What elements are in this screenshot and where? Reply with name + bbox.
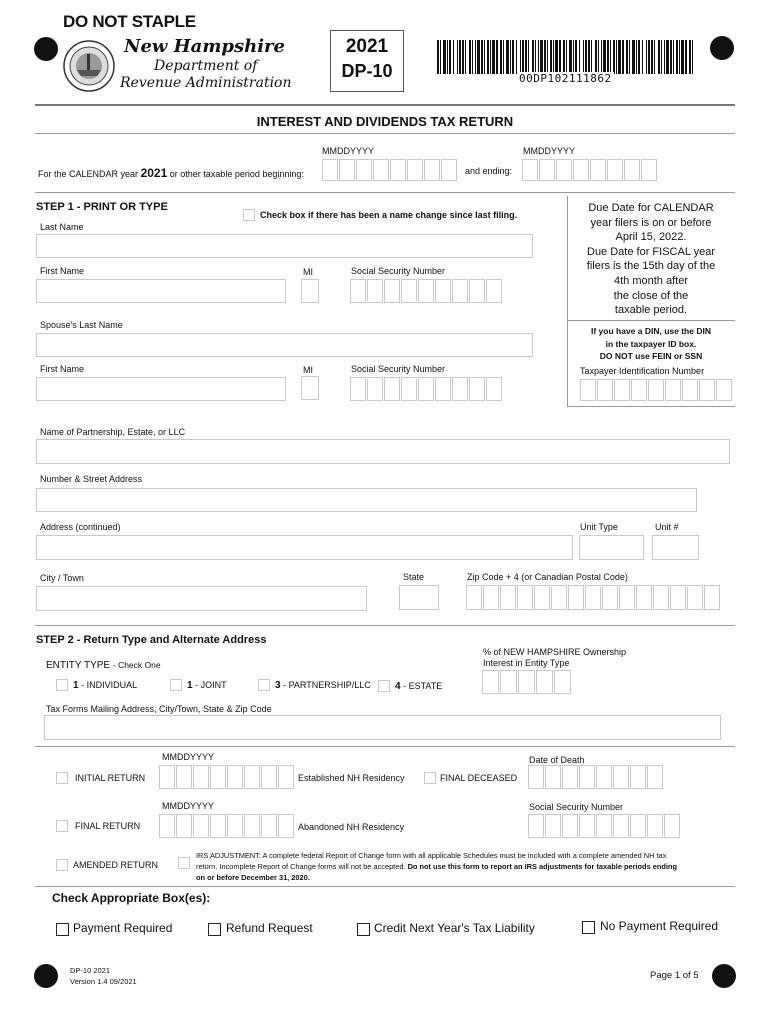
character-box[interactable] <box>339 159 355 181</box>
entity-joint-checkbox[interactable] <box>170 679 182 691</box>
character-box[interactable] <box>500 585 516 610</box>
spouse-mi-label: MI <box>303 365 313 375</box>
spouse-mi-field[interactable] <box>301 376 319 400</box>
character-box[interactable] <box>630 765 646 789</box>
abandoned-residency-label: Abandoned NH Residency <box>298 822 405 832</box>
character-box[interactable] <box>562 814 578 838</box>
character-box[interactable] <box>244 814 260 838</box>
din-info <box>572 325 730 363</box>
taxpayer-id-field[interactable] <box>580 379 733 401</box>
amended-return-label: AMENDED RETURN <box>73 860 159 870</box>
character-box[interactable] <box>687 585 703 610</box>
character-box[interactable] <box>390 159 406 181</box>
character-box[interactable] <box>670 585 686 610</box>
character-box[interactable] <box>159 765 175 789</box>
character-box[interactable] <box>193 765 209 789</box>
entity-estate-checkbox[interactable] <box>378 680 390 692</box>
character-box[interactable] <box>648 379 664 401</box>
established-date-format: MMDDYYYY <box>162 752 215 762</box>
street-label: Number & Street Address <box>40 474 143 484</box>
period-begin-pre: For the CALENDAR year <box>38 169 139 179</box>
character-box[interactable] <box>665 379 681 401</box>
character-box[interactable] <box>452 279 468 303</box>
character-box[interactable] <box>579 765 595 789</box>
spouse-ssn-field[interactable] <box>350 377 503 401</box>
due-line-5: filers is the 15th day of the <box>586 260 716 273</box>
registration-mark-top-left <box>34 37 58 61</box>
end-date-format: MMDDYYYY <box>523 146 576 156</box>
state-label: State <box>403 572 425 582</box>
character-box[interactable] <box>401 279 417 303</box>
character-box[interactable] <box>469 377 485 401</box>
character-box[interactable] <box>682 379 698 401</box>
deceased-ssn-label: Social Security Number <box>529 802 624 812</box>
character-box[interactable] <box>631 379 647 401</box>
page-number: Page 1 of 5 <box>650 970 699 981</box>
character-box[interactable] <box>562 765 578 789</box>
irs-line-1: IRS ADJUSTMENT: A complete federal Report of Change form with all applicable Schedules must be included with a complete amended NH tax <box>196 851 667 860</box>
character-box[interactable] <box>159 814 175 838</box>
entity-estate-num: 4 <box>395 681 401 692</box>
refund-request-label: Refund Request <box>226 921 313 935</box>
period-begin-post: or other taxable period beginning: <box>169 169 304 179</box>
character-box[interactable] <box>573 159 589 181</box>
step2-rule <box>35 746 735 747</box>
irs-adjustment-checkbox[interactable] <box>178 857 190 869</box>
refund-request-checkbox[interactable] <box>208 923 221 936</box>
entity-partnership-num: 3 <box>275 680 281 691</box>
character-box[interactable] <box>522 159 538 181</box>
character-box[interactable] <box>607 159 623 181</box>
partnership-label: Name of Partnership, Estate, or LLC <box>40 427 186 437</box>
character-box[interactable] <box>641 159 657 181</box>
character-box[interactable] <box>624 159 640 181</box>
character-box[interactable] <box>545 765 561 789</box>
ssn-label: Social Security Number <box>351 266 446 276</box>
period-end-input[interactable] <box>522 159 658 181</box>
zip-label: Zip Code + 4 (or Canadian Postal Code) <box>467 572 628 582</box>
entity-type-text: ENTITY TYPE <box>46 660 111 671</box>
character-box[interactable] <box>469 279 485 303</box>
do-not-staple: DO NOT STAPLE <box>63 12 196 31</box>
mailing-address-field[interactable] <box>44 715 721 740</box>
due-line-1: Due Date for CALENDAR <box>588 202 714 214</box>
character-box[interactable] <box>435 279 451 303</box>
character-box[interactable] <box>602 585 618 610</box>
name-change-label: Check box if there has been a name change since last filing. <box>260 210 518 220</box>
credit-next-year-checkbox[interactable] <box>357 923 370 936</box>
entity-check-one: - Check One <box>112 660 161 670</box>
deceased-ssn-field[interactable] <box>528 814 681 838</box>
mi-field[interactable] <box>301 279 319 303</box>
character-box[interactable] <box>401 377 417 401</box>
no-payment-required-checkbox[interactable] <box>582 921 595 934</box>
period-begin-label <box>38 166 304 180</box>
entity-type-label <box>46 660 161 671</box>
character-box[interactable] <box>384 279 400 303</box>
due-line-7: the close of the <box>613 289 689 302</box>
street-field[interactable] <box>36 488 697 512</box>
character-box[interactable] <box>227 814 243 838</box>
character-box[interactable] <box>551 585 567 610</box>
initial-return-label: INITIAL RETURN <box>75 773 146 783</box>
check-boxes-heading: Check Appropriate Box(es): <box>52 891 211 905</box>
established-residency-date[interactable] <box>159 765 295 789</box>
registration-mark-bottom-left <box>34 964 58 988</box>
character-box[interactable] <box>441 159 457 181</box>
no-payment-required-label: No Payment Required <box>600 919 719 933</box>
character-box[interactable] <box>554 670 571 694</box>
character-box[interactable] <box>500 670 517 694</box>
character-box[interactable] <box>699 379 715 401</box>
due-line-8: taxable period. <box>614 304 688 317</box>
mi-label: MI <box>303 267 313 277</box>
state-seal-icon <box>63 40 115 92</box>
entity-estate-label <box>395 681 442 692</box>
character-box[interactable] <box>590 159 606 181</box>
unit-type-label: Unit Type <box>580 522 618 532</box>
mailing-address-label: Tax Forms Mailing Address, City/Town, State & Zip Code <box>46 704 272 714</box>
final-return-label: FINAL RETURN <box>75 821 141 831</box>
character-box[interactable] <box>614 379 630 401</box>
form-code: DP-10 <box>341 61 393 81</box>
state-field[interactable] <box>399 585 439 610</box>
ssn-field[interactable] <box>350 279 503 303</box>
zip-field[interactable] <box>466 585 721 610</box>
character-box[interactable] <box>367 279 383 303</box>
payment-required-label: Payment Required <box>73 921 173 935</box>
character-box[interactable] <box>244 765 260 789</box>
character-box[interactable] <box>704 585 720 610</box>
initial-return-checkbox[interactable] <box>56 772 68 784</box>
entity-individual-checkbox[interactable] <box>56 679 68 691</box>
character-box[interactable] <box>585 585 601 610</box>
character-box[interactable] <box>176 814 192 838</box>
character-box[interactable] <box>424 159 440 181</box>
registration-mark-bottom-right <box>712 964 736 988</box>
header-rule <box>35 104 735 106</box>
character-box[interactable] <box>517 585 533 610</box>
character-box[interactable] <box>716 379 732 401</box>
address-continued-label: Address (continued) <box>40 522 121 532</box>
entity-partnership-text: - PARTNERSHIP/LLC <box>283 680 371 690</box>
character-box[interactable] <box>539 159 555 181</box>
character-box[interactable] <box>636 585 652 610</box>
payment-required-checkbox[interactable] <box>56 923 69 936</box>
taxpayer-id-label: Taxpayer Identification Number <box>580 366 705 376</box>
begin-date-format: MMDDYYYY <box>322 146 375 156</box>
character-box[interactable] <box>613 765 629 789</box>
character-box[interactable] <box>486 377 502 401</box>
character-box[interactable] <box>482 670 499 694</box>
character-box[interactable] <box>596 765 612 789</box>
din-line-3: DO NOT use FEIN or SSN <box>599 351 703 361</box>
step1-right-bottom-rule <box>567 406 735 407</box>
final-deceased-label: FINAL DECEASED <box>440 773 518 783</box>
character-box[interactable] <box>630 814 646 838</box>
character-box[interactable] <box>452 377 468 401</box>
form-id-box <box>330 30 404 92</box>
address-continued-field[interactable] <box>36 535 573 560</box>
character-box[interactable] <box>556 159 572 181</box>
ownership-field[interactable] <box>482 670 572 694</box>
character-box[interactable] <box>486 279 502 303</box>
character-box[interactable] <box>528 814 544 838</box>
character-box[interactable] <box>466 585 482 610</box>
barcode-number: 00DP102111862 <box>519 72 612 85</box>
character-box[interactable] <box>418 377 434 401</box>
last-name-field[interactable] <box>36 234 533 258</box>
final-deceased-checkbox[interactable] <box>424 772 436 784</box>
character-box[interactable] <box>384 377 400 401</box>
entity-estate-text: - ESTATE <box>403 681 443 691</box>
period-begin-input[interactable] <box>322 159 458 181</box>
character-box[interactable] <box>545 814 561 838</box>
entity-partnership-checkbox[interactable] <box>258 679 270 691</box>
final-return-checkbox[interactable] <box>56 820 68 832</box>
due-line-4: Due Date for FISCAL year <box>587 245 715 258</box>
ownership-label-1: % of NEW HAMPSHIRE Ownership <box>483 647 627 657</box>
entity-individual-text: - INDIVIDUAL <box>81 680 138 690</box>
character-box[interactable] <box>278 814 294 838</box>
character-box[interactable] <box>350 279 366 303</box>
irs-line-3: on or before December 31, 2020. <box>196 873 310 882</box>
last-name-label: Last Name <box>40 222 84 232</box>
registration-mark-top-right <box>710 36 734 60</box>
barcode <box>437 40 699 85</box>
period-end-label: and ending: <box>465 166 513 176</box>
character-box[interactable] <box>536 670 553 694</box>
character-box[interactable] <box>619 585 635 610</box>
character-box[interactable] <box>647 765 663 789</box>
title-rule <box>35 133 735 134</box>
character-box[interactable] <box>597 379 613 401</box>
character-box[interactable] <box>647 814 663 838</box>
barcode-bar <box>693 40 695 74</box>
period-begin-year: 2021 <box>140 166 168 180</box>
din-line-1: If you have a DIN, use the DIN <box>591 326 711 336</box>
character-box[interactable] <box>653 585 669 610</box>
ownership-label-2: Interest in Entity Type <box>483 658 570 668</box>
due-line-3: April 15, 2022. <box>615 231 687 244</box>
due-date-info <box>572 201 730 318</box>
character-box[interactable] <box>210 814 226 838</box>
due-line-2: year filers is on or before <box>590 216 712 229</box>
department-line-2: Revenue Administration <box>120 75 292 91</box>
character-box[interactable] <box>210 765 226 789</box>
form-title: INTEREST AND DIVIDENDS TAX RETURN <box>256 114 514 129</box>
irs-adjustment-text <box>196 850 741 883</box>
amended-return-checkbox[interactable] <box>56 859 68 871</box>
entity-individual-num: 1 <box>73 680 79 691</box>
entity-joint-text: - JOINT <box>195 680 227 690</box>
date-of-death-label: Date of Death <box>529 755 585 765</box>
step1-right-divider <box>567 196 568 406</box>
unit-type-field[interactable] <box>579 535 644 560</box>
step2-heading: STEP 2 - Return Type and Alternate Address <box>36 634 267 646</box>
character-box[interactable] <box>407 159 423 181</box>
city-field[interactable] <box>36 586 367 611</box>
entity-joint-num: 1 <box>187 680 193 691</box>
unit-number-field[interactable] <box>652 535 699 560</box>
din-line-2: in the taxpayer ID box. <box>605 338 697 349</box>
character-box[interactable] <box>261 814 277 838</box>
character-box[interactable] <box>613 814 629 838</box>
character-box[interactable] <box>367 377 383 401</box>
period-rule <box>35 192 735 193</box>
abandoned-date-format: MMDDYYYY <box>162 801 215 811</box>
department-line-1: Department of <box>154 58 258 74</box>
credit-next-year-label: Credit Next Year's Tax Liability <box>374 921 535 935</box>
due-line-6: 4th month after <box>614 274 688 287</box>
character-box[interactable] <box>580 379 596 401</box>
returns-rule <box>35 886 735 887</box>
first-name-field[interactable] <box>36 279 286 303</box>
spouse-last-name-field[interactable] <box>36 333 533 357</box>
character-box[interactable] <box>418 279 434 303</box>
spouse-first-name-field[interactable] <box>36 377 286 401</box>
character-box[interactable] <box>193 814 209 838</box>
state-name: New Hampshire <box>124 36 285 57</box>
spouse-ssn-label: Social Security Number <box>351 364 446 374</box>
character-box[interactable] <box>528 765 544 789</box>
character-box[interactable] <box>261 765 277 789</box>
footer-form-id: DP-10 2021 <box>70 966 111 975</box>
irs-line-2a: return. Incomplete Report of Change forms will not be accepted. <box>196 862 406 871</box>
date-of-death-field[interactable] <box>528 765 664 789</box>
entity-joint-label <box>187 680 227 691</box>
character-box[interactable] <box>596 814 612 838</box>
spouse-last-name-label: Spouse's Last Name <box>40 320 123 330</box>
first-name-label: First Name <box>40 266 85 276</box>
partnership-field[interactable] <box>36 439 730 464</box>
footer-version: Version 1.4 09/2021 <box>70 977 137 986</box>
established-residency-label: Established NH Residency <box>298 773 405 783</box>
step1-bottom-rule <box>35 625 735 626</box>
character-box[interactable] <box>350 377 366 401</box>
form-year: 2021 <box>345 36 389 57</box>
character-box[interactable] <box>435 377 451 401</box>
character-box[interactable] <box>322 159 338 181</box>
character-box[interactable] <box>534 585 550 610</box>
character-box[interactable] <box>664 814 680 838</box>
character-box[interactable] <box>579 814 595 838</box>
din-rule <box>567 320 735 321</box>
character-box[interactable] <box>518 670 535 694</box>
character-box[interactable] <box>278 765 294 789</box>
entity-individual-label <box>73 680 137 691</box>
city-label: City / Town <box>40 573 84 583</box>
character-box[interactable] <box>373 159 389 181</box>
character-box[interactable] <box>483 585 499 610</box>
entity-partnership-label <box>275 680 371 691</box>
spouse-first-name-label: First Name <box>40 364 85 374</box>
character-box[interactable] <box>568 585 584 610</box>
barcode-bars <box>437 40 699 74</box>
unit-number-label: Unit # <box>655 522 679 532</box>
name-change-checkbox[interactable] <box>243 209 255 221</box>
character-box[interactable] <box>176 765 192 789</box>
irs-line-2 <box>196 861 741 872</box>
abandoned-residency-date[interactable] <box>159 814 295 838</box>
irs-line-2b: Do not use this form to report an IRS adjustments for taxable periods ending <box>407 862 677 871</box>
step1-heading: STEP 1 - PRINT OR TYPE <box>36 201 168 213</box>
character-box[interactable] <box>356 159 372 181</box>
character-box[interactable] <box>227 765 243 789</box>
